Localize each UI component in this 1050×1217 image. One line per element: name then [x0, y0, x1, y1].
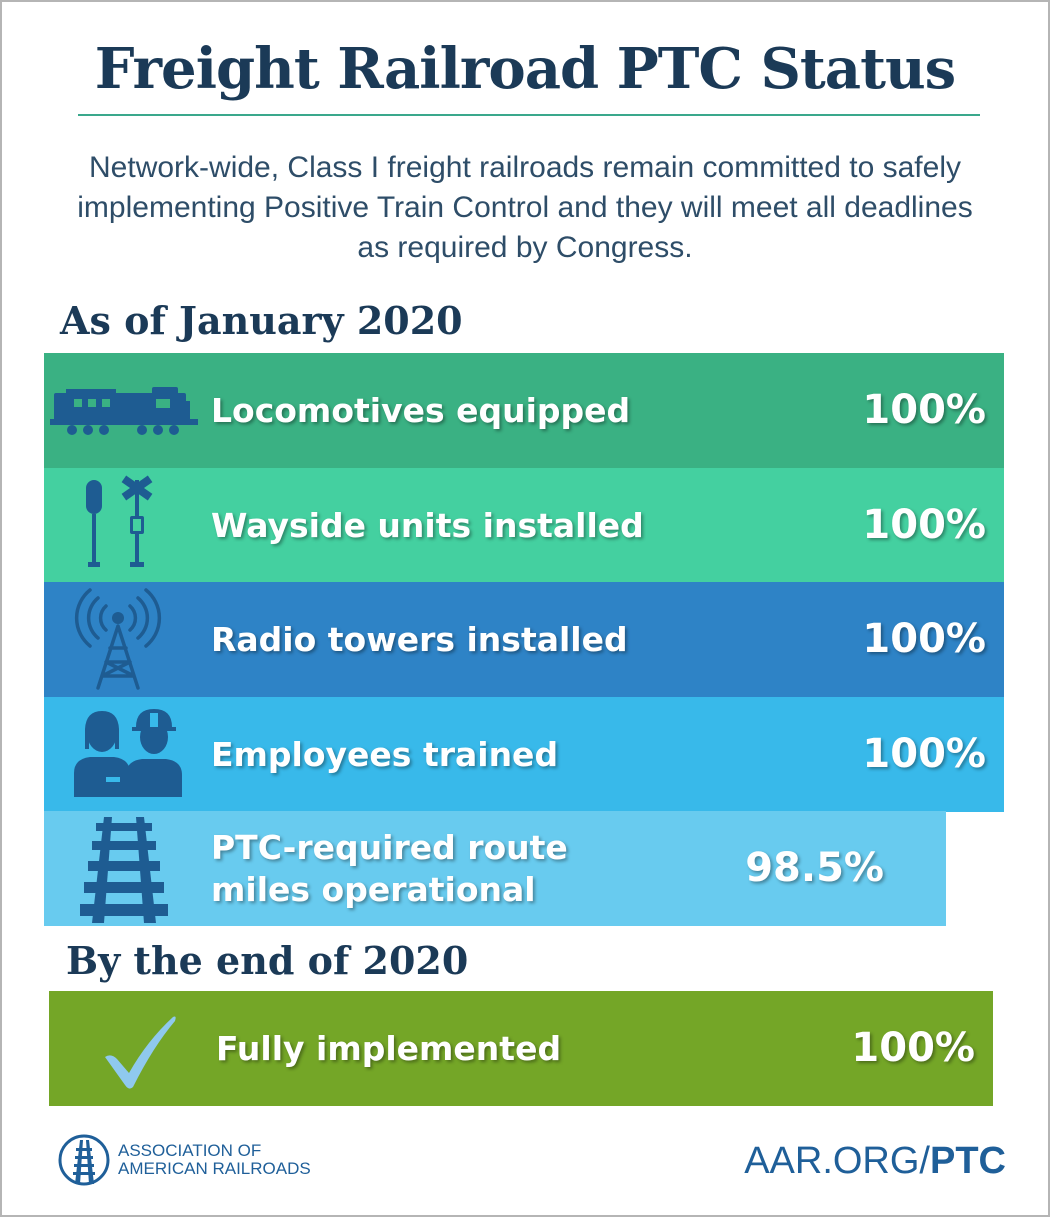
railway-signal-icon [44, 468, 204, 583]
railroad-track-icon [44, 811, 204, 926]
bar-label: Locomotives equipped [211, 391, 631, 430]
bar-value: 98.5% [745, 845, 884, 891]
bar-value: 100% [862, 387, 986, 433]
page-title: Freight Railroad PTC Status [94, 36, 956, 102]
section-heading-end-of-2020: By the end of 2020 [66, 938, 469, 983]
bar-label: Radio towers installed [211, 620, 628, 659]
title-divider [78, 114, 980, 116]
url-prefix: AAR.ORG/ [744, 1140, 930, 1182]
bar-label: PTC-required route miles operational [211, 828, 568, 909]
logo-line-1: ASSOCIATION OF [118, 1141, 262, 1160]
footer-url[interactable] [744, 1140, 1006, 1183]
bar-value: 100% [862, 501, 986, 548]
locomotive-icon [44, 353, 204, 468]
bar-locomotives-equipped [44, 353, 1004, 468]
logo-line-2: AMERICAN RAILROADS [118, 1159, 311, 1178]
bar-employees-trained [44, 697, 1004, 812]
url-suffix: PTC [930, 1140, 1006, 1182]
bar-value: 100% [862, 730, 986, 777]
section-heading-january-2020: As of January 2020 [60, 298, 463, 343]
bar-label: Employees trained [211, 734, 559, 774]
bar-label: Wayside units installed [211, 505, 644, 545]
bar-label: Fully implemented [216, 1029, 562, 1068]
bar-route-miles-operational [44, 811, 946, 926]
bar-value: 100% [862, 616, 986, 662]
radio-tower-icon [44, 582, 204, 697]
employees-icon [44, 697, 204, 812]
bar-value: 100% [851, 1025, 975, 1071]
aar-logo-text [118, 1142, 311, 1178]
page-subtitle: Network-wide, Class I freight railroads remain committed to safely implementing Positive Train Control and they will meet all deadlines as required by Congress. [77, 151, 973, 264]
aar-logo-icon [58, 1132, 114, 1188]
bar-radio-towers-installed [44, 582, 1004, 697]
bar-wayside-units-installed [44, 468, 1004, 583]
aar-logo [58, 1132, 318, 1188]
checkmark-icon [49, 991, 209, 1106]
bar-fully-implemented [49, 991, 993, 1106]
